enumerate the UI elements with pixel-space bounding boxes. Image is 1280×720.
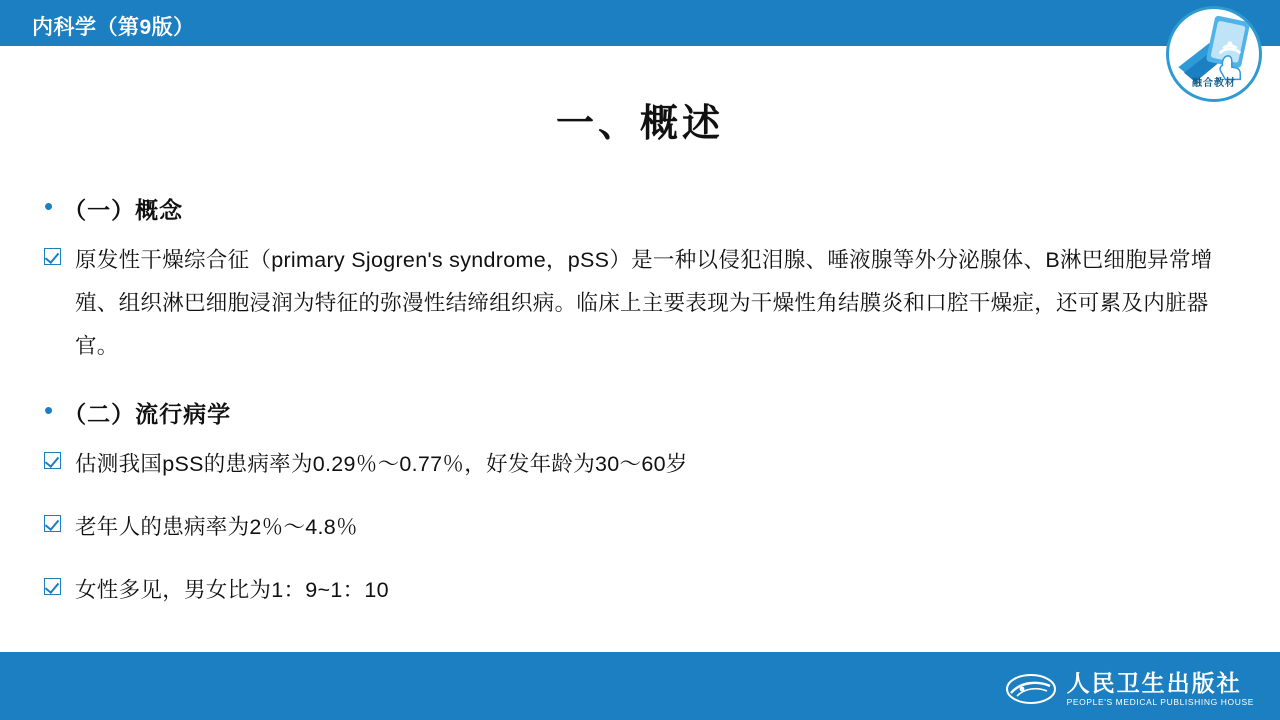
publisher-logo — [1005, 670, 1254, 708]
checkbox-icon — [44, 452, 61, 469]
list-item — [44, 569, 1244, 612]
footer-bar — [0, 652, 1280, 720]
slide-content — [44, 192, 1244, 632]
checkbox-icon — [44, 515, 61, 532]
publisher-mark-icon — [1005, 671, 1057, 707]
section-heading-label: （一）概念 — [63, 197, 184, 223]
list-item-text: 原发性干燥综合征（primary Sjogren's syndrome，pSS）是一种以侵犯泪腺、唾液腺等外分泌腺体、B淋巴细胞异常增殖、组织淋巴细胞浸润为特征的弥漫性结缔组织病。临床上主要表现为干燥性角结膜炎和口腔干燥症，还可累及内脏器官。 — [75, 248, 1213, 358]
section-heading-epidemiology — [44, 396, 1244, 429]
section-heading-concept — [44, 192, 1244, 225]
publisher-name-cn: 人民卫生出版社 — [1066, 670, 1242, 696]
badge-label: 融合教材 — [1192, 78, 1236, 89]
checkbox-icon — [44, 578, 61, 595]
list-item-text: 老年人的患病率为2％～4.8％ — [75, 515, 358, 539]
bullet-dot-icon: • — [44, 191, 54, 221]
checkbox-icon — [44, 248, 61, 265]
course-badge — [1166, 6, 1262, 102]
header-title: 内科学（第9版） — [32, 16, 195, 39]
list-item — [44, 239, 1244, 368]
page-title: 一、概述 — [555, 103, 724, 145]
bullet-dot-icon: • — [44, 395, 54, 425]
list-item-text: 估测我国pSS的患病率为0.29％～0.77％，好发年龄为30～60岁 — [75, 452, 688, 476]
list-item-text: 女性多见，男女比为1：9~1：10 — [75, 578, 389, 602]
publisher-name-en: PEOPLE'S MEDICAL PUBLISHING HOUSE — [1066, 697, 1254, 707]
list-item — [44, 506, 1244, 549]
section-heading-label: （二）流行病学 — [63, 401, 232, 427]
list-item — [44, 443, 1244, 486]
